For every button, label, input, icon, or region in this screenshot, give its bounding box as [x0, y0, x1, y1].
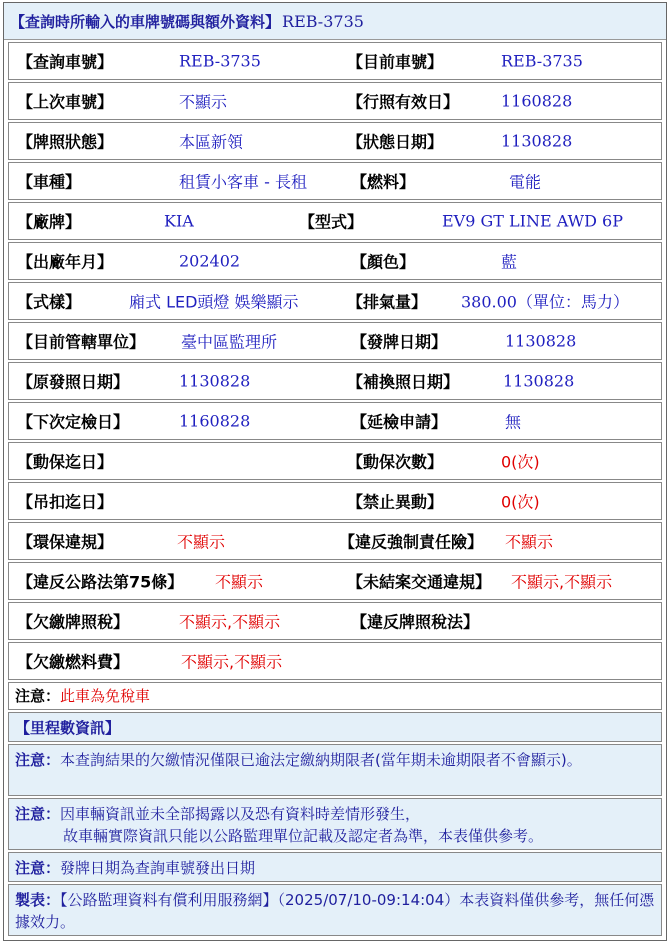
field-value: 無: [505, 412, 522, 432]
field-label: 【下次定檢日】: [17, 412, 130, 432]
field-label: 【目前車號】: [347, 52, 444, 72]
info-row: [8, 242, 662, 280]
field-value: 1160828: [179, 411, 251, 431]
field-label: 【禁止異動】: [347, 492, 444, 512]
field-label: 【欠繳牌照稅】: [17, 612, 130, 632]
field-label: 【查詢車號】: [17, 52, 114, 72]
info-row: [8, 562, 662, 600]
note-overdue-label: 注意：: [15, 751, 61, 769]
info-row: [8, 162, 662, 200]
field-label: 【目前管轄單位】: [17, 332, 146, 352]
info-row: [8, 602, 662, 640]
note-disclaimer-label: 注意：: [15, 805, 61, 823]
field-label: 【型式】: [299, 212, 364, 232]
field-value: 不顯示,不顯示: [181, 652, 283, 672]
field-label: 【違反牌照稅法】: [351, 612, 480, 632]
field-value: 臺中區監理所: [181, 332, 278, 352]
field-label: 【欠繳燃料費】: [17, 652, 130, 672]
field-label: 【補換照日期】: [347, 372, 460, 392]
field-value: 電能: [509, 172, 542, 192]
note-disclaimer-line1: 因車輛資訊並未全部揭露以及恐有資料時差情形發生，: [60, 805, 421, 823]
info-row: [8, 282, 662, 320]
field-value: 0(次): [501, 492, 540, 512]
note-disclaimer: [8, 798, 662, 850]
field-value: 380.00（單位：馬力）: [461, 292, 629, 312]
note-source-text: 【公路監理資料有償利用服務網】（2025/07/10-09:14:04）本表資料僅供參考，無任何憑據效力。: [15, 891, 655, 931]
note-source-label: 製表：: [15, 891, 61, 909]
field-value: 不顯示: [177, 532, 226, 552]
mileage-title-box: [8, 712, 662, 742]
field-value: 租賃小客車 - 長租: [179, 172, 307, 192]
field-value: 不顯示: [179, 92, 228, 112]
field-value: 廂式 LED頭燈 娛樂顯示: [129, 292, 299, 312]
field-value: 1160828: [501, 91, 573, 111]
field-label: 【違反強制責任險】: [339, 532, 484, 552]
field-label: 【車種】: [17, 172, 82, 192]
field-label: 【行照有效日】: [347, 92, 460, 112]
field-label: 【環保違規】: [17, 532, 114, 552]
field-label: 【牌照狀態】: [17, 132, 114, 152]
field-label: 【出廠年月】: [17, 252, 114, 272]
field-value: KIA: [164, 211, 194, 231]
vehicle-report: [3, 2, 667, 941]
field-label: 【吊扣迄日】: [17, 492, 114, 512]
note-overdue: [8, 744, 662, 796]
field-label: 【原發照日期】: [17, 372, 130, 392]
info-row: [8, 82, 662, 120]
field-label: 【排氣量】: [347, 292, 428, 312]
note-issue-date-text: 發牌日期為查詢車號發出日期: [60, 859, 256, 877]
tax-note: [8, 682, 662, 710]
field-value: EV9 GT LINE AWD 6P: [442, 211, 623, 231]
field-label: 【燃料】: [351, 172, 416, 192]
info-row: [8, 402, 662, 440]
field-value: 藍: [501, 252, 518, 272]
info-row: [8, 522, 662, 560]
field-value: 1130828: [505, 331, 577, 351]
field-value: 不顯示: [505, 532, 554, 552]
field-value: REB-3735: [501, 51, 583, 71]
info-row: [8, 362, 662, 400]
note-source: [8, 884, 662, 936]
mileage-title: 【里程數資訊】: [15, 719, 121, 737]
field-value: 1130828: [179, 371, 251, 391]
field-label: 【式樣】: [17, 292, 82, 312]
field-value: 1130828: [501, 131, 573, 151]
tax-note-text: 此車為免稅車: [60, 687, 151, 705]
field-value: REB-3735: [179, 51, 261, 71]
field-value: 0(次): [501, 452, 540, 472]
info-row: [8, 482, 662, 520]
info-row: [8, 122, 662, 160]
info-row: [8, 202, 662, 240]
field-label: 【未結案交通違規】: [347, 572, 492, 592]
info-row: [8, 42, 662, 80]
note-overdue-text: 本查詢結果的欠繳情況僅限已逾法定繳納期限者(當年期未逾期限者不會顯示)。: [60, 751, 582, 769]
tax-note-label: 注意：: [15, 687, 61, 705]
field-label: 【上次車號】: [17, 92, 114, 112]
report-header: [4, 3, 666, 40]
field-value: 不顯示,不顯示: [511, 572, 613, 592]
field-value: 不顯示,不顯示: [179, 612, 281, 632]
note-issue-date: [8, 852, 662, 882]
info-row: [8, 642, 662, 680]
field-label: 【動保次數】: [347, 452, 444, 472]
note-disclaimer-line2: 故車輛實際資訊只能以公路監理單位記載及認定者為準，本表僅供參考。: [63, 827, 544, 845]
header-plate: REB-3735: [282, 11, 364, 31]
note-issue-date-label: 注意：: [15, 859, 61, 877]
field-label: 【動保迄日】: [17, 452, 114, 472]
header-label: 【查詢時所輸入的車牌號碼與額外資料】: [10, 12, 281, 31]
field-label: 【狀態日期】: [347, 132, 444, 152]
field-label: 【廠牌】: [17, 212, 82, 232]
field-label: 【延檢申請】: [351, 412, 448, 432]
info-row: [8, 442, 662, 480]
field-value: 202402: [179, 251, 241, 271]
field-label: 【顏色】: [351, 252, 416, 272]
field-value: 1130828: [503, 371, 575, 391]
info-row: [8, 322, 662, 360]
field-label: 【發牌日期】: [351, 332, 448, 352]
field-value: 本區新領: [179, 132, 244, 152]
field-label: 【違反公路法第75條】: [17, 572, 184, 592]
info-rows: [4, 42, 666, 680]
field-value: 不顯示: [215, 572, 264, 592]
